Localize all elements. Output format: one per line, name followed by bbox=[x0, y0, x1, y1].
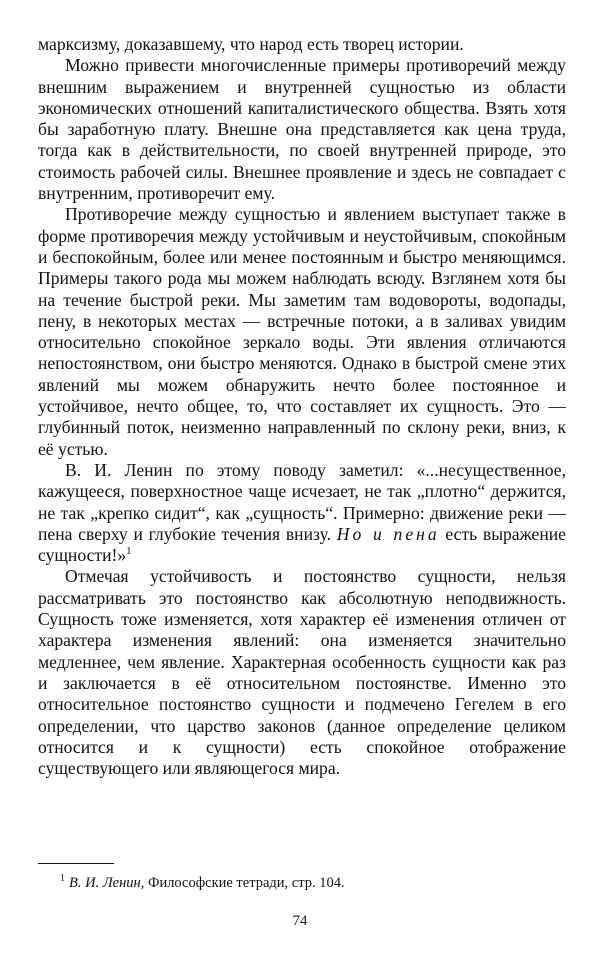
main-text bbox=[38, 34, 566, 779]
footnote-separator bbox=[38, 863, 114, 864]
paragraph-continuation: марксизму, доказавшему, что народ есть творец истории. bbox=[38, 34, 464, 54]
footnote-reference: 1 bbox=[126, 545, 132, 558]
footnote-mark: 1 bbox=[60, 873, 65, 885]
paragraph-lenin-quote bbox=[38, 460, 566, 566]
footnote-author: В. И. Ленин, bbox=[69, 875, 145, 891]
footnote bbox=[60, 874, 560, 892]
lenin-quote-spaced-phrase: Но и пена bbox=[336, 523, 440, 544]
footnote-text: Философские тетради, стр. 104. bbox=[147, 875, 345, 891]
lenin-quote-start: В. И. Ленин по этому поводу заметил: «...несущественное, кажущееся, поверхностное чаще исчезает, не так „плотно“ держится, не так „крепко сидит“, как „сущность“. Примерно: движение реки — пена сверху и глубокие течения внизу. bbox=[38, 459, 566, 544]
paragraph-wages-example: Можно привести многочисленные примеры противоречий между внешним выражением и внутренней сущностью из области экономических отношений капиталистического общества. Взять хотя бы заработную плату. Внешне она представляется как цена труда, тогда как в действительности, по своей внутренней природе, это стоимость рабочей силы. Внешнее проявление и здесь не совпадает с внутренним, противоречит ему. bbox=[38, 55, 566, 204]
page-number: 74 bbox=[292, 913, 308, 929]
paragraph-river-example: Противоречие между сущностью и явлением выступает также в форме противоречия между устойчивым и неустойчивым, спокойным и беспокойным, более или менее постоянным и быстро меняющимся. Примеры такого рода мы можем наблюдать всюду. Взглянем хотя бы на течение быстрой реки. Мы заметим там водовороты, водопады, пену, в некоторых местах — встречные потоки, а в заливах увидим относительно спокойное зеркало воды. Эти явления отличаются непостоянством, они быстро меняются. Однако в быстрой смене этих явлений мы можем обнаружить нечто более постоянное и устойчивое, нечто общее, то, что составляет их сущность. Это — глубинный поток, неизменно направленный по склону реки, вниз, к её устью. bbox=[38, 204, 566, 459]
lenin-quote-end: есть выражение сущности!» bbox=[38, 523, 566, 566]
paragraph-essence-constancy: Отмечая устойчивость и постоянство сущности, нельзя рассматривать это постоянство как абсолютную неподвижность. Сущность тоже изменяется, хотя характер её изменения отличен от характера изменения явлений: она изменяется значительно медленнее, чем явление. Характерная особенность сущности как раз и заключается в её относительном постоянстве. Именно это относительное постоянство сущности и подмечено Гегелем в его определении, что царство законов (данное определение целиком относится и к сущности) есть спокойное отображение существующего или являющегося мира. bbox=[38, 566, 566, 779]
